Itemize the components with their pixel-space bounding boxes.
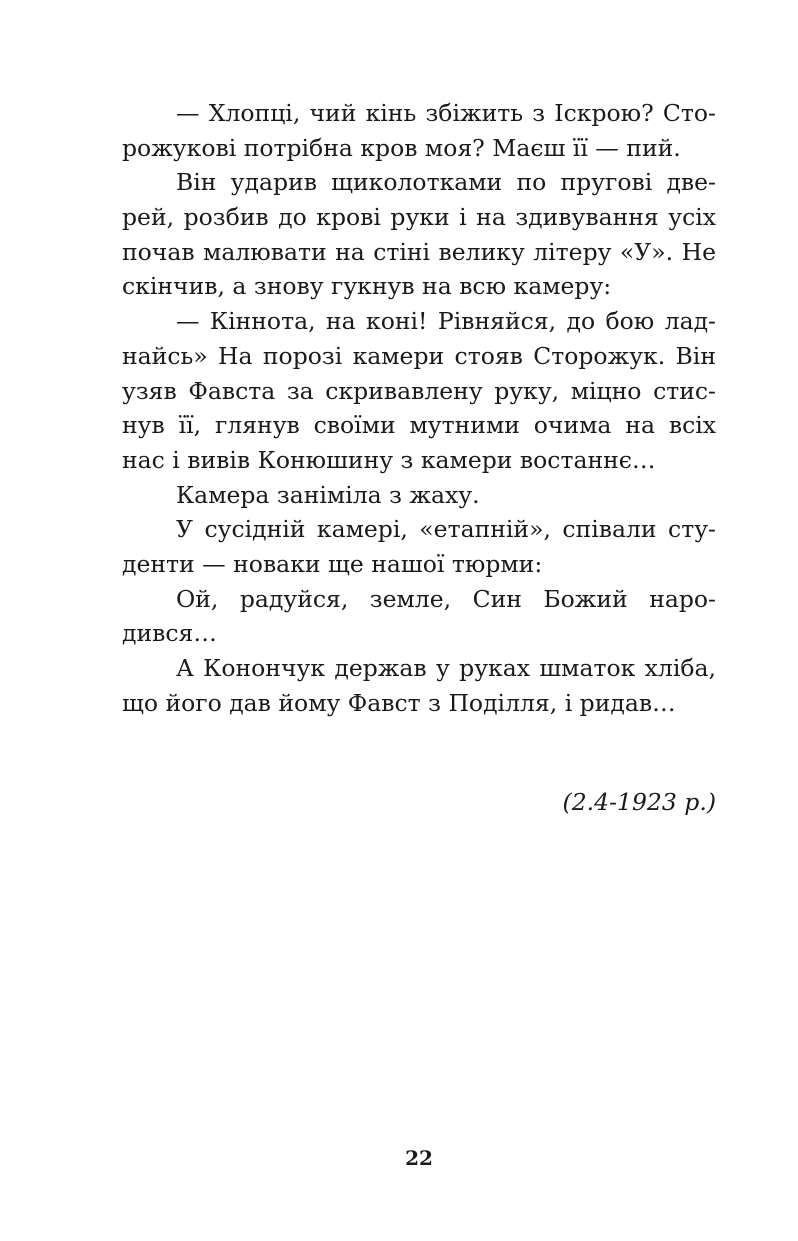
text-line: нув її, глянув своїми мутними очима на всіх bbox=[122, 411, 716, 440]
text-line: почав малювати на стіні велику літеру «У». Не bbox=[122, 237, 716, 266]
text-line: Він ударив щиколотками по пругові две- bbox=[176, 168, 716, 197]
text-line: узяв Фавста за скривавлену руку, міцно стис- bbox=[122, 376, 716, 405]
text-line: найсь» На порозі камери стояв Сторожук. Він bbox=[122, 341, 716, 370]
text-line: Ой, радуйся, земле, Син Божий наро- bbox=[176, 584, 716, 613]
text-line: що його дав йому Фавст з Поділля, і ридав… bbox=[122, 688, 676, 717]
text-line: рожукові потрібна кров моя? Маєш її — пий. bbox=[122, 133, 681, 162]
text-line: — Кіннота, на коні! Рівняйся, до бою лад- bbox=[176, 307, 716, 336]
text-line: денти — новаки ще нашої тюрми: bbox=[122, 549, 543, 578]
text-line: Камера заніміла з жаху. bbox=[176, 480, 480, 509]
text-line: рей, розбив до крові руки і на здивування усіх bbox=[122, 203, 716, 232]
page-number: 22 bbox=[405, 1146, 433, 1170]
text-line: скінчив, а знову гукнув на всю камеру: bbox=[122, 272, 612, 301]
text-line: нас і вивів Конюшину з камери востаннє… bbox=[122, 445, 656, 474]
text-line: дився… bbox=[122, 619, 217, 648]
text-line: — Хлопці, чий кінь збіжить з Іскрою? Сто- bbox=[176, 99, 716, 127]
date-note: (2.4-1923 р.) bbox=[562, 788, 716, 816]
body-text bbox=[122, 96, 716, 720]
text-line: У сусідній камері, «етапній», співали сту- bbox=[176, 515, 716, 544]
text-line: А Конончук держав у руках шматок хліба, bbox=[176, 654, 716, 682]
